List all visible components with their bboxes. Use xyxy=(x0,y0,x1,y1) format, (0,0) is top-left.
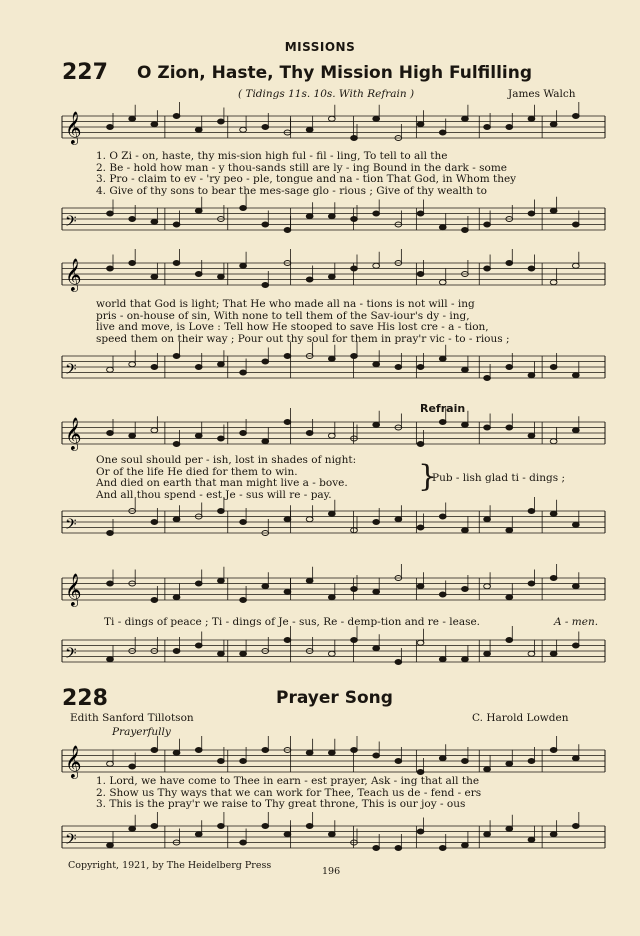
note-head xyxy=(439,846,446,851)
note-head xyxy=(550,511,557,516)
bass-staff xyxy=(62,348,607,392)
note-head xyxy=(484,376,491,381)
note-head xyxy=(572,584,579,589)
note-head xyxy=(107,761,114,766)
note-head xyxy=(506,826,513,831)
verse-line: And all thou spend - est Je - sus will re - pay. xyxy=(96,488,332,501)
note-head xyxy=(218,651,225,656)
note-head xyxy=(218,578,225,583)
note-head xyxy=(373,263,380,268)
note-head xyxy=(550,651,557,656)
note-head xyxy=(195,748,202,753)
note-head xyxy=(373,211,380,216)
note-head xyxy=(462,422,469,427)
verse-line: 3. This is the pray'r we raise to Thy great throne, This is our joy - ous xyxy=(96,798,466,810)
note-head xyxy=(240,651,247,656)
lyrics-system-1 xyxy=(96,776,606,811)
note-head xyxy=(506,261,513,266)
note-head xyxy=(284,832,291,837)
bass-staff xyxy=(62,632,607,676)
note-head xyxy=(417,584,424,589)
author: Edith Sanford Tillotson xyxy=(70,712,194,724)
note-head xyxy=(484,266,491,271)
note-head xyxy=(240,263,247,268)
note-head xyxy=(506,125,513,130)
note-head xyxy=(328,595,335,600)
note-head xyxy=(107,211,114,216)
note-head xyxy=(351,136,358,141)
note-head xyxy=(506,528,513,533)
verse-line: And died on earth that man might live a - bove. xyxy=(96,477,348,489)
note-head xyxy=(107,367,114,372)
verse-line: 1. Lord, we have come to Thee in earn - est prayer, Ask - ing that all the xyxy=(96,775,480,787)
note-head xyxy=(107,125,114,130)
note-head xyxy=(439,280,446,285)
note-head xyxy=(528,837,535,842)
note-head xyxy=(151,365,158,370)
note-head xyxy=(572,428,579,433)
note-head xyxy=(306,127,313,132)
verse-line: Or of the life He died for them to win. xyxy=(96,465,298,478)
verse-line: 3. Pro - claim to ev - 'ry peo - ple, tongue and na - tion That God, in Whom they xyxy=(96,173,517,185)
hymn-title: Prayer Song xyxy=(276,688,393,708)
hymn-number: 227 xyxy=(62,60,108,85)
note-head xyxy=(439,420,446,425)
note-head xyxy=(484,517,491,522)
note-head xyxy=(417,122,424,127)
note-head xyxy=(528,433,535,438)
note-head xyxy=(151,824,158,829)
note-head xyxy=(484,584,491,589)
note-head xyxy=(462,228,469,233)
note-head xyxy=(351,587,358,592)
tempo-marking: Prayerfully xyxy=(112,726,171,738)
note-head xyxy=(528,651,535,656)
copyright-notice: Copyright, 1921, by The Heidelberg Press xyxy=(68,860,272,871)
note-head xyxy=(240,598,247,603)
note-head xyxy=(328,214,335,219)
note-head xyxy=(151,520,158,525)
note-head xyxy=(550,832,557,837)
note-head xyxy=(462,657,469,662)
note-head xyxy=(306,824,313,829)
verse-line: 4. Give of thy sons to bear the mes-sage glo - rious ; Give of thy wealth to xyxy=(96,184,487,197)
note-head xyxy=(484,125,491,130)
note-head xyxy=(506,638,513,643)
note-head xyxy=(306,431,313,436)
bass-clef: 𝄢 xyxy=(65,516,77,537)
hymn-title: O Zion, Haste, Thy Mission High Fulfilling xyxy=(137,63,533,83)
note-head xyxy=(506,761,513,766)
note-head xyxy=(462,843,469,848)
note-head xyxy=(262,439,269,444)
note-head xyxy=(528,266,535,271)
note-head xyxy=(240,206,247,211)
note-head xyxy=(550,122,557,127)
note-head xyxy=(439,130,446,135)
note-head xyxy=(351,354,358,359)
note-head xyxy=(107,531,114,536)
note-head xyxy=(462,759,469,764)
note-head xyxy=(528,211,535,216)
note-head xyxy=(284,638,291,643)
note-head xyxy=(550,280,557,285)
note-head xyxy=(395,660,402,665)
note-head xyxy=(439,225,446,230)
lyrics-system-2 xyxy=(96,299,606,345)
note-head xyxy=(262,283,269,288)
note-head xyxy=(528,116,535,121)
note-head xyxy=(306,578,313,583)
note-head xyxy=(439,592,446,597)
verse-line: 2. Be - hold how man - y thou-sands still are ly - ing Bound in the dark - some xyxy=(96,161,507,174)
note-head xyxy=(151,122,158,127)
amen-lyric: A - men. xyxy=(554,616,599,628)
note-head xyxy=(395,846,402,851)
note-head xyxy=(351,217,358,222)
treble-clef: 𝄞 xyxy=(65,573,82,606)
bass-clef: 𝄢 xyxy=(65,361,77,382)
note-head xyxy=(528,509,535,514)
note-head xyxy=(417,525,424,530)
note-head xyxy=(550,208,557,213)
note-head xyxy=(572,222,579,227)
note-head xyxy=(195,365,202,370)
note-head xyxy=(395,365,402,370)
note-head xyxy=(306,517,313,522)
note-head xyxy=(572,756,579,761)
section-title: MISSIONS xyxy=(284,40,356,54)
lyrics-system-3 xyxy=(96,455,426,501)
note-head xyxy=(328,433,335,438)
note-head xyxy=(373,362,380,367)
note-head xyxy=(262,748,269,753)
note-head xyxy=(284,420,291,425)
note-head xyxy=(151,598,158,603)
note-head xyxy=(373,646,380,651)
treble-staff xyxy=(62,414,607,458)
hymn-number: 228 xyxy=(62,686,108,711)
note-head xyxy=(173,442,180,447)
note-head xyxy=(572,263,579,268)
note-head xyxy=(195,832,202,837)
note-head xyxy=(173,114,180,119)
note-head xyxy=(218,759,225,764)
note-head xyxy=(417,365,424,370)
note-head xyxy=(462,587,469,592)
note-head xyxy=(417,272,424,277)
verse-line: live and move, is Love : Tell how He stooped to save His lost cre - a - tion, xyxy=(96,321,489,333)
note-head xyxy=(173,261,180,266)
note-head xyxy=(506,595,513,600)
refrain-lyric-line: Ti - dings of peace ; Ti - dings of Je - sus, Re - demp-tion and re - lease. xyxy=(104,616,481,628)
note-head xyxy=(328,274,335,279)
note-head xyxy=(173,517,180,522)
note-head xyxy=(572,643,579,648)
note-head xyxy=(151,219,158,224)
note-head xyxy=(462,528,469,533)
page-number: 196 xyxy=(322,866,341,877)
note-head xyxy=(395,759,402,764)
composer: James Walch xyxy=(508,88,576,100)
note-head xyxy=(173,750,180,755)
verse-line: world that God is light; That He who made all na - tions is not will - ing xyxy=(96,298,475,310)
note-head xyxy=(373,846,380,851)
verse-line: pris - on-house of sin, With none to tell them of the Sav-iour's dy - ing, xyxy=(96,309,470,322)
note-head xyxy=(417,770,424,775)
note-head xyxy=(351,638,358,643)
note-head xyxy=(240,840,247,845)
note-head xyxy=(328,750,335,755)
note-head xyxy=(151,428,158,433)
treble-clef: 𝄞 xyxy=(65,258,82,291)
note-head xyxy=(328,116,335,121)
lyrics-system-1 xyxy=(96,151,606,197)
note-head xyxy=(173,595,180,600)
refrain-lyric: Pub - lish glad ti - dings ; xyxy=(432,472,566,484)
note-head xyxy=(240,759,247,764)
note-head xyxy=(351,528,358,533)
note-head xyxy=(240,127,247,132)
note-head xyxy=(417,829,424,834)
treble-staff xyxy=(62,255,607,299)
note-head xyxy=(484,651,491,656)
note-head xyxy=(328,832,335,837)
note-head xyxy=(417,211,424,216)
note-head xyxy=(550,748,557,753)
note-head xyxy=(306,214,313,219)
note-head xyxy=(262,584,269,589)
note-head xyxy=(572,373,579,378)
treble-clef: 𝄞 xyxy=(65,417,82,450)
brace-symbol: } xyxy=(418,459,438,494)
note-head xyxy=(218,362,225,367)
bass-staff xyxy=(62,200,607,244)
note-head xyxy=(506,425,513,430)
note-head xyxy=(328,511,335,516)
note-head xyxy=(373,520,380,525)
note-head xyxy=(439,356,446,361)
note-head xyxy=(151,274,158,279)
note-head xyxy=(550,576,557,581)
refrain-label: Refrain xyxy=(420,402,466,415)
composer: C. Harold Lowden xyxy=(472,712,569,724)
note-head xyxy=(395,517,402,522)
bass-clef: 𝄢 xyxy=(65,831,77,852)
note-head xyxy=(195,272,202,277)
note-head xyxy=(373,116,380,121)
treble-staff xyxy=(62,570,607,614)
note-head xyxy=(195,581,202,586)
note-head xyxy=(173,354,180,359)
note-head xyxy=(218,824,225,829)
note-head xyxy=(284,354,291,359)
note-head xyxy=(195,208,202,213)
note-head xyxy=(284,228,291,233)
note-head xyxy=(129,261,136,266)
note-head xyxy=(107,581,114,586)
bass-staff xyxy=(62,818,607,858)
note-head xyxy=(129,362,136,367)
note-head xyxy=(306,277,313,282)
note-head xyxy=(484,425,491,430)
note-head xyxy=(262,359,269,364)
note-head xyxy=(262,222,269,227)
treble-clef: 𝄞 xyxy=(65,111,82,144)
treble-clef: 𝄞 xyxy=(65,745,82,778)
note-head xyxy=(195,127,202,132)
note-head xyxy=(284,517,291,522)
note-head xyxy=(462,367,469,372)
note-head xyxy=(373,422,380,427)
note-head xyxy=(129,116,136,121)
note-head xyxy=(151,748,158,753)
note-head xyxy=(550,439,557,444)
note-head xyxy=(528,581,535,586)
note-head xyxy=(262,125,269,130)
note-head xyxy=(462,116,469,121)
note-head xyxy=(173,222,180,227)
verse-line: One soul should per - ish, lost in shades of night: xyxy=(96,454,357,466)
note-head xyxy=(484,222,491,227)
note-head xyxy=(328,356,335,361)
note-head xyxy=(417,442,424,447)
note-head xyxy=(484,767,491,772)
note-head xyxy=(129,433,136,438)
note-head xyxy=(328,651,335,656)
verse-line: 1. O Zi - on, haste, thy mis-sion high ful - fil - ling, To tell to all the xyxy=(96,150,448,162)
note-head xyxy=(195,643,202,648)
note-head xyxy=(107,266,114,271)
note-head xyxy=(240,431,247,436)
note-head xyxy=(484,832,491,837)
note-head xyxy=(373,589,380,594)
verse-line: speed them on their way ; Pour out thy soul for them in pray'r vic - to - rious ; xyxy=(96,332,510,345)
note-head xyxy=(129,217,136,222)
note-head xyxy=(240,520,247,525)
note-head xyxy=(417,640,424,645)
note-head xyxy=(218,509,225,514)
note-head xyxy=(572,522,579,527)
note-head xyxy=(218,119,225,124)
note-head xyxy=(528,373,535,378)
note-head xyxy=(107,657,114,662)
treble-staff xyxy=(62,108,607,152)
note-head xyxy=(173,649,180,654)
note-head xyxy=(306,750,313,755)
note-head xyxy=(218,274,225,279)
note-head xyxy=(240,370,247,375)
note-head xyxy=(262,824,269,829)
note-head xyxy=(351,266,358,271)
note-head xyxy=(107,843,114,848)
note-head xyxy=(550,365,557,370)
note-head xyxy=(351,748,358,753)
note-head xyxy=(439,756,446,761)
note-head xyxy=(218,436,225,441)
bass-staff xyxy=(62,503,607,547)
note-head xyxy=(107,431,114,436)
note-head xyxy=(528,759,535,764)
note-head xyxy=(129,764,136,769)
bass-clef: 𝄢 xyxy=(65,645,77,666)
bass-clef: 𝄢 xyxy=(65,213,77,234)
note-head xyxy=(373,753,380,758)
note-head xyxy=(439,514,446,519)
note-head xyxy=(439,657,446,662)
note-head xyxy=(129,826,136,831)
note-head xyxy=(195,433,202,438)
note-head xyxy=(284,589,291,594)
verse-line: 2. Show us Thy ways that we can work for Thee, Teach us de - fend - ers xyxy=(96,786,482,799)
note-head xyxy=(506,365,513,370)
note-head xyxy=(572,114,579,119)
note-head xyxy=(572,824,579,829)
tune-info: ( Tidings 11s. 10s. With Refrain ) xyxy=(238,88,415,100)
